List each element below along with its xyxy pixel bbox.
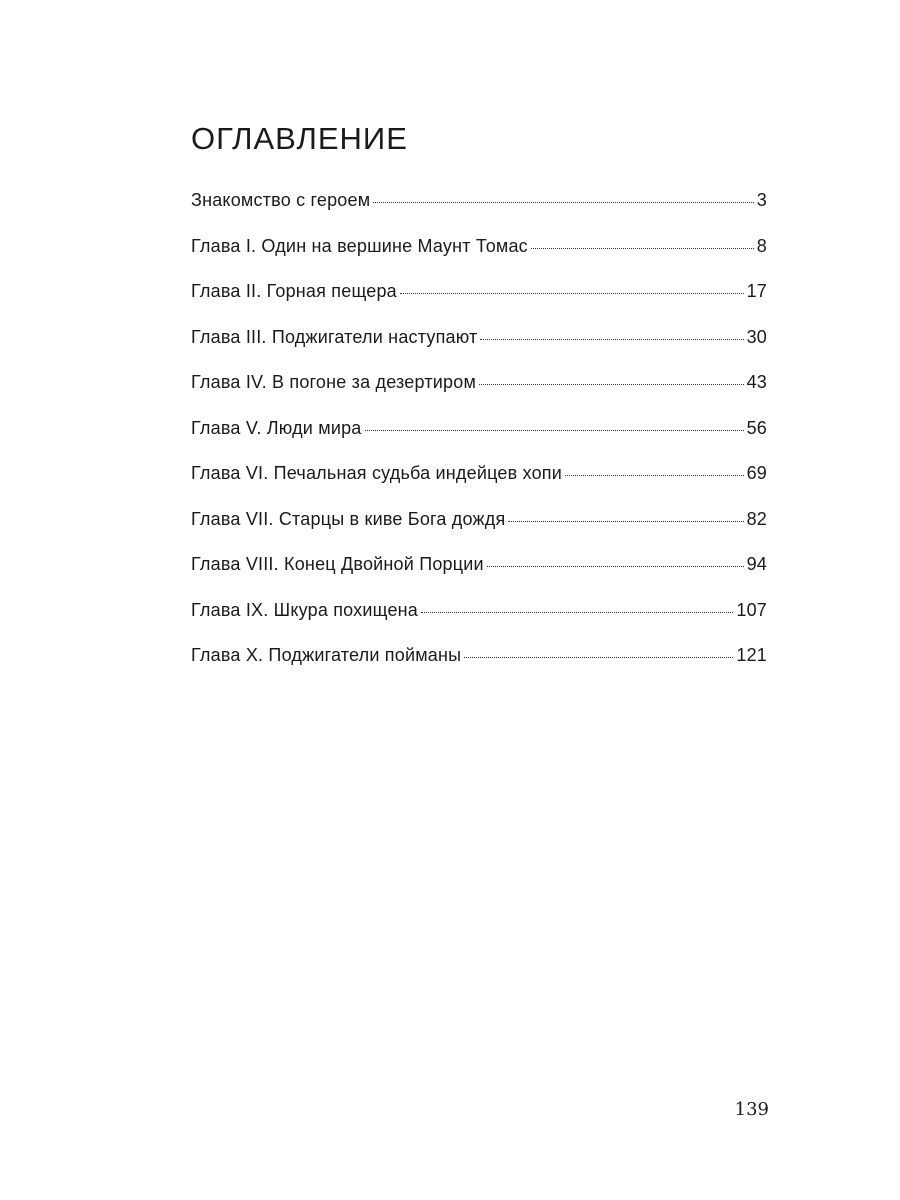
toc-entry[interactable] [191,554,767,600]
toc-entry-label: Глава VIII. Конец Двойной Порции [191,554,484,574]
toc-entry-page: 69 [746,463,767,483]
toc-entry[interactable] [191,463,767,509]
toc-entry-label: Глава VI. Печальная судьба индейцев хопи [191,463,562,483]
toc-entry-label: Глава I. Один на вершине Маунт Томас [191,235,528,256]
page-number: 139 [734,1099,769,1120]
dot-leader [531,248,754,249]
dot-leader [480,339,743,340]
toc-entry[interactable] [191,327,767,373]
toc-entry[interactable] [191,281,767,327]
toc-entry[interactable] [191,645,767,691]
toc-heading: ОГЛАВЛЕНИЕ [191,120,408,156]
dot-leader [487,566,744,567]
toc-entry-page: 8 [756,235,767,256]
toc-entry-label: Глава II. Горная пещера [191,281,397,301]
toc-entry[interactable] [191,372,767,418]
dot-leader [421,612,733,613]
toc-entry[interactable] [191,509,767,555]
toc-entry[interactable] [191,600,767,646]
table-of-contents [191,190,767,691]
toc-entry-label: Глава X. Поджигатели пойманы [191,645,462,665]
toc-entry-page: 82 [746,508,767,529]
dot-leader [373,202,753,203]
toc-entry[interactable] [191,236,767,282]
toc-entry-page: 107 [736,599,767,620]
toc-entry-label: Глава IV. В погоне за дезертиром [191,372,477,392]
toc-entry-page: 3 [756,190,767,210]
toc-entry-page: 56 [746,417,767,438]
toc-entry-label: Знакомство с героем [191,190,371,210]
dot-leader [400,293,744,294]
toc-entry-label: Глава V. Люди мира [191,417,362,438]
toc-entry-page: 94 [746,554,767,574]
dot-leader [565,475,744,476]
toc-entry-label: Глава IX. Шкура похищена [191,599,419,620]
toc-entry-label: Глава III. Поджигатели наступают [191,326,478,347]
dot-leader [479,384,744,385]
dot-leader [508,521,743,522]
dot-leader [365,430,744,431]
toc-entry[interactable] [191,190,767,236]
toc-entry-page: 30 [746,326,767,347]
dot-leader [464,657,733,658]
toc-entry-page: 17 [746,281,767,301]
toc-entry-page: 43 [746,372,767,392]
toc-entry-label: Глава VII. Старцы в киве Бога дождя [191,508,506,529]
toc-entry-page: 121 [736,645,767,665]
toc-entry[interactable] [191,418,767,464]
